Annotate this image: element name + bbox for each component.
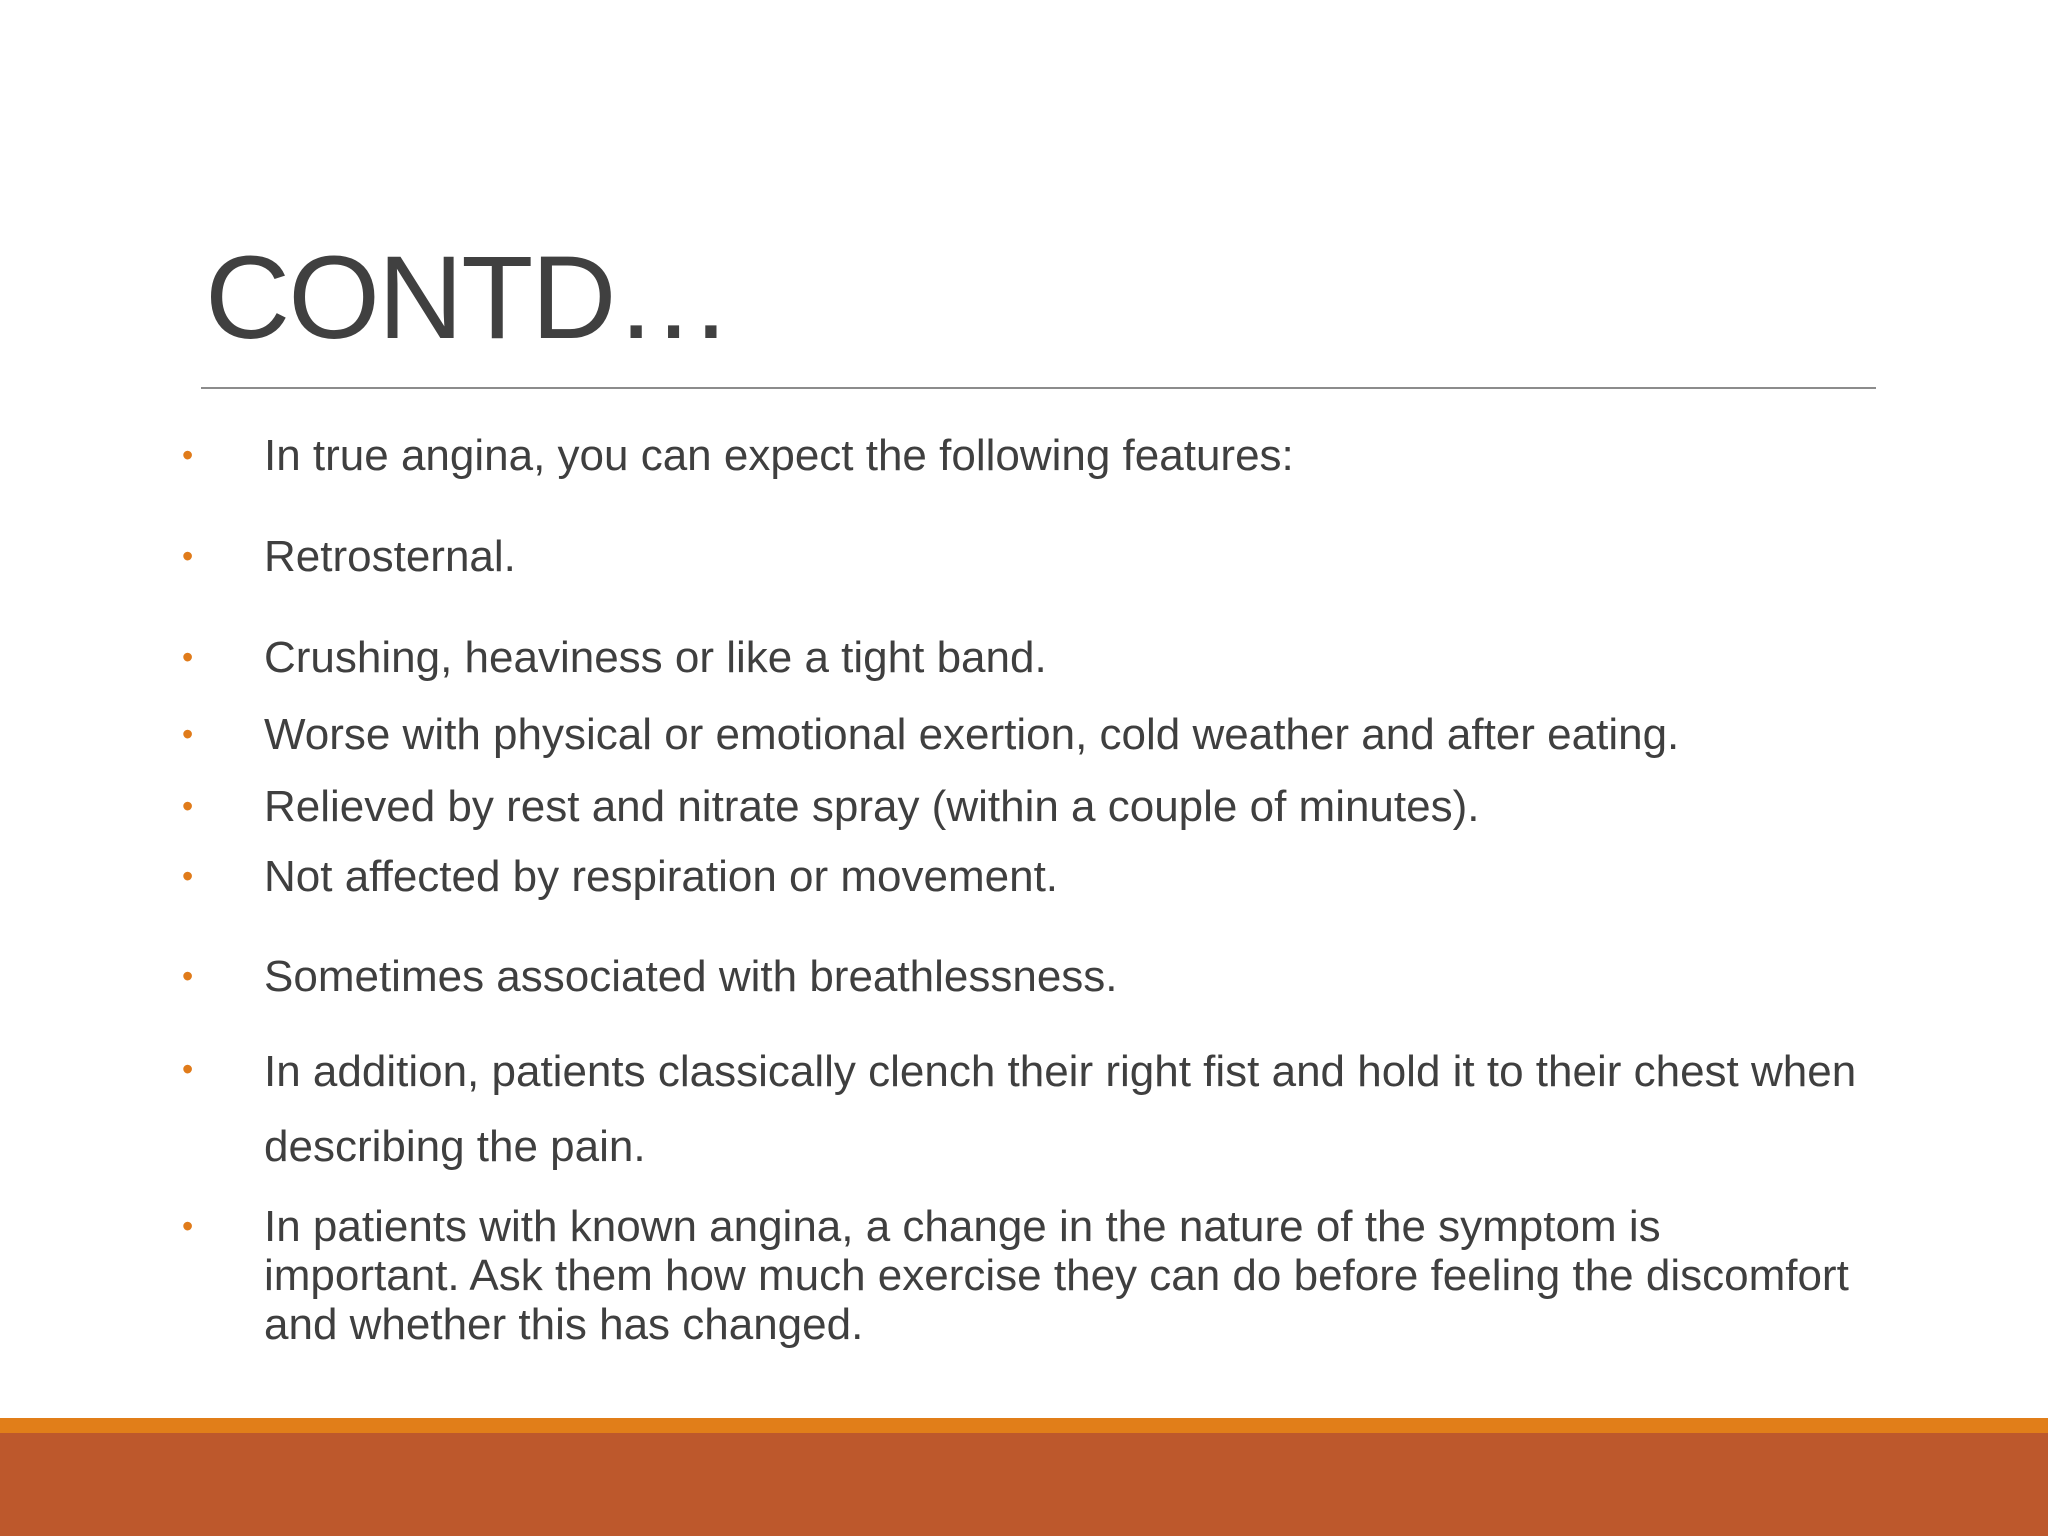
bullet-icon: •	[182, 716, 194, 752]
footer-accent-bar	[0, 1418, 2048, 1433]
bullet-text: Worse with physical or emotional exertion, cold weather and after eating.	[264, 710, 1680, 759]
footer-bar	[0, 1433, 2048, 1536]
slide-title: CONTD…	[205, 232, 731, 364]
bullet-icon: •	[182, 538, 194, 574]
bullet-icon: •	[182, 1051, 194, 1087]
title-divider	[201, 387, 1876, 389]
bullet-text: In patients with known angina, a change in the nature of the symptom is important. Ask them how much exercise they can do before feeling the discomfort and whether this has changed.	[264, 1202, 1849, 1349]
bullet-text: In true angina, you can expect the following features:	[264, 431, 1294, 480]
bullet-text: Not affected by respiration or movement.	[264, 852, 1059, 901]
bullet-icon: •	[182, 437, 194, 473]
bullet-icon: •	[182, 958, 194, 994]
bullet-icon: •	[182, 1208, 194, 1244]
bullet-icon: •	[182, 788, 194, 824]
bullet-icon: •	[182, 639, 194, 675]
bullet-icon: •	[182, 858, 194, 894]
bullet-text: Relieved by rest and nitrate spray (within a couple of minutes).	[264, 782, 1480, 831]
bullet-text: In addition, patients classically clench their right fist and hold it to their chest when describing the pain.	[264, 1047, 1857, 1171]
bullet-text: Sometimes associated with breathlessness.	[264, 952, 1118, 1001]
bullet-text: Retrosternal.	[264, 532, 516, 581]
bullet-text: Crushing, heaviness or like a tight band.	[264, 633, 1047, 682]
